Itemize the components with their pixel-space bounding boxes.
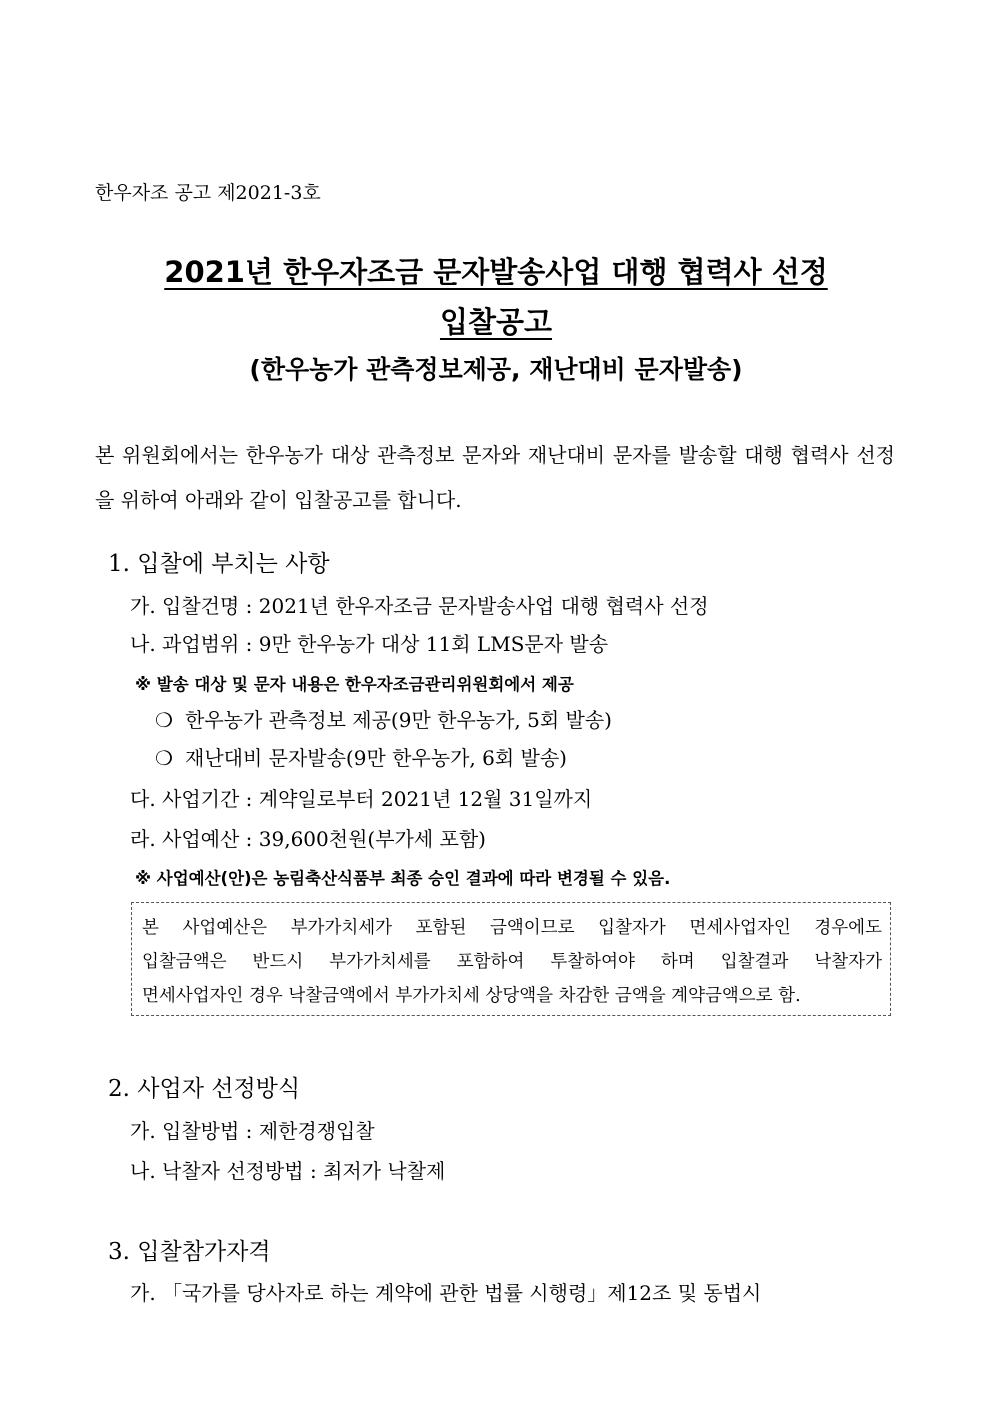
page-title-line-1 <box>0 250 992 291</box>
budget-notice-text <box>142 911 882 1013</box>
page-subtitle: (한우농가 관측정보제공, 재난대비 문자발송) <box>249 355 743 384</box>
section-3-heading: 3. 입찰참가자격 <box>108 1239 271 1265</box>
section-1-item-ga: 가. 입찰건명 : 2021년 한우자조금 문자발송사업 대행 협력사 선정 <box>130 594 709 618</box>
box-line-1: 본 사업예산은 부가가치세가 포함된 금액이므로 입찰자가 면세사업자인 경우에도 <box>142 918 882 938</box>
budget-notice-box <box>131 902 891 1016</box>
intro-paragraph: 본 위원회에서는 한우농가 대상 관측정보 문자와 재난대비 문자를 발송할 대행 협력사 선정을 위하여 아래와 같이 입찰공고를 합니다. <box>95 443 895 512</box>
section-1-bullet-2 <box>155 742 567 771</box>
box-line-3: 면세사업자인 경우 낙찰금액에서 부가가치세 상당액을 차감한 금액을 계약금액으로 함. <box>142 986 801 1006</box>
section-2-item-na: 나. 낙찰자 선정방법 : 최저가 낙찰제 <box>130 1159 446 1183</box>
title-text-2: 입찰공고 <box>439 305 553 339</box>
notice-number: 한우자조 공고 제2021-3호 <box>95 182 321 204</box>
section-1-item-da: 다. 사업기간 : 계약일로부터 2021년 12월 31일까지 <box>130 787 593 811</box>
section-2-item-ga: 가. 입찰방법 : 제한경쟁입찰 <box>130 1119 375 1143</box>
title-text-1: 2021년 한우자조금 문자발송사업 대행 협력사 선정 <box>164 255 828 289</box>
section-3-item-ga: 가. 「국가를 당사자로 하는 계약에 관한 법률 시행령」제12조 및 동법시 <box>130 1281 762 1305</box>
page-title-line-2 <box>0 300 992 341</box>
section-1-note-recipients: ※ 발송 대상 및 문자 내용은 한우자조금관리위원회에서 제공 <box>135 675 574 694</box>
circle-bullet-icon: ❍ <box>155 708 173 732</box>
circle-bullet-icon: ❍ <box>155 746 173 770</box>
section-1-note-budget: ※ 사업예산(안)은 농림축산식품부 최종 승인 결과에 따라 변경될 수 있음. <box>135 869 671 888</box>
section-1-item-ra: 라. 사업예산 : 39,600천원(부가세 포함) <box>130 827 486 851</box>
bullet-2-text: 재난대비 문자발송(9만 한우농가, 6회 발송) <box>185 746 567 770</box>
bullet-1-text: 한우농가 관측정보 제공(9만 한우농가, 5회 발송) <box>185 708 612 732</box>
box-line-2: 입찰금액은 반드시 부가가치세를 포함하여 투찰하여야 하며 입찰결과 낙찰자가 <box>142 952 882 972</box>
section-1-item-na: 나. 과업범위 : 9만 한우농가 대상 11회 LMS문자 발송 <box>130 632 609 656</box>
section-1-heading: 1. 입찰에 부치는 사항 <box>108 551 330 577</box>
section-1-bullet-1 <box>155 704 612 733</box>
section-2-heading: 2. 사업자 선정방식 <box>108 1076 301 1102</box>
